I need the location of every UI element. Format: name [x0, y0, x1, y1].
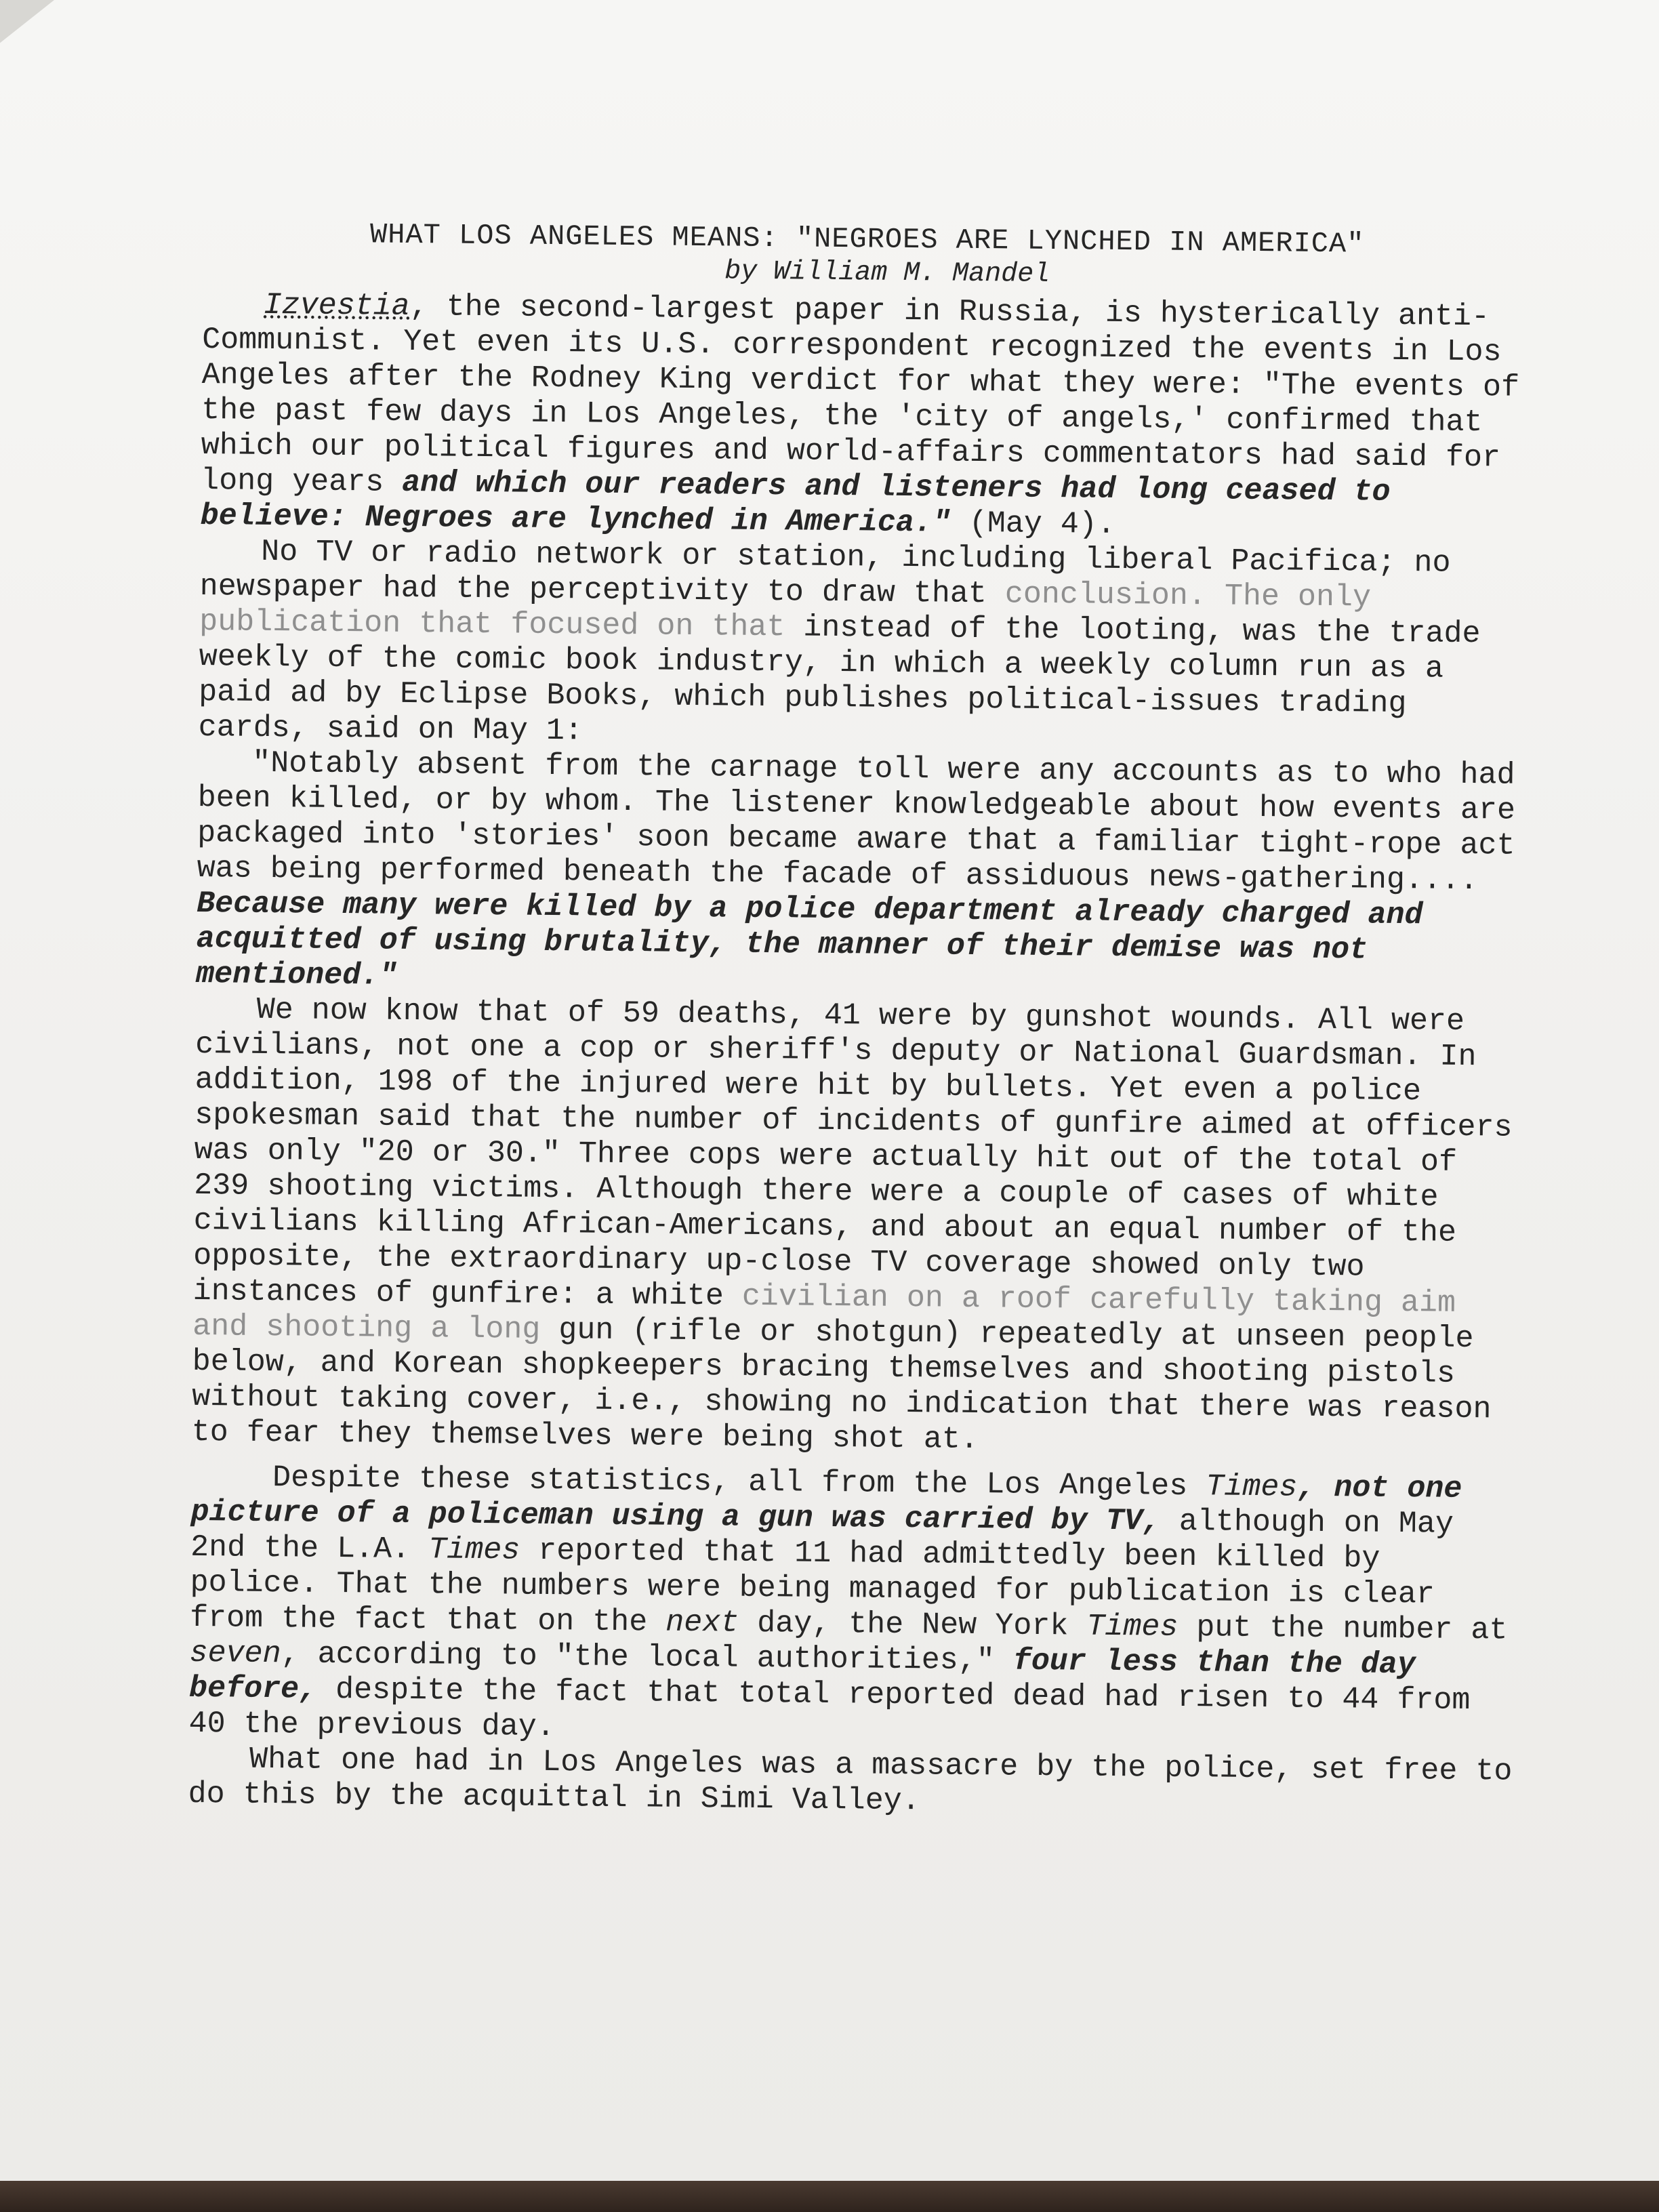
p4-text-a: We now know that of 59 deaths, 41 were by gunshot wounds. All were civilians, not one a cop or sheriff's deputy or National Guardsman. In addition, 198 of the injured were hit by bullets. Yet even a police spokesman said that the number of incidents of gunfire aimed at officers was only "20 or 30." Three cops were actually hit out of the total of 239 shooting victims. Although there were a couple of cases of white civilians killing African-Americans, and about an equal number of the opposite, the extraordinary up-close TV coverage showed only two instances of gunfire: a white [192, 992, 1513, 1314]
p5-times-3: Times [1086, 1609, 1179, 1645]
folded-corner [0, 0, 54, 64]
p2-faded-line: conclusion. The only publication that focused on that [199, 577, 1372, 645]
p5-text-a: Despite these statistics, all from the Los Angeles [272, 1460, 1206, 1504]
p5-text-f: put the number at [1178, 1610, 1508, 1648]
p5-emphasis-1: , not one picture of a policeman using a gun was carried by TV, [190, 1470, 1462, 1539]
p3-quote-emphasis: Because many were killed by a police department already charged and acquitted of using brutality, the manner of their demise was not mentioned." [196, 886, 1423, 994]
paragraph-6: What one had in Los Angeles was a massacre by the police, set free to do this by the acquittal in Simi Valley. [188, 1742, 1513, 1819]
p1-text-c: (May 4). [950, 506, 1116, 542]
paragraph-3-quote [196, 745, 1526, 1005]
p2-text-a: No TV or radio network or station, including liberal Pacifica; no newspaper had the perceptivity to draw that [199, 534, 1451, 612]
p5-seven: seven [189, 1635, 281, 1672]
p5-text-e: day, the New York [739, 1605, 1087, 1644]
paragraph-4 [192, 992, 1524, 1463]
p5-next: next [665, 1605, 739, 1641]
p5-text-d: reported that 11 had admittedly been killed by police. That the numbers were being managed for publication is clear from the fact that on the [189, 1533, 1435, 1640]
p5-text-g: , according to "the local authorities," [281, 1637, 1014, 1679]
p2-text-c: instead of the looting, was the trade weekly of the comic book industry, in which a weekly column run as a paid ad by Eclipse Books, which publishes political-issues trading cards, said on May 1: [198, 610, 1481, 749]
p5-text-i: despite the fact that total reported dead had risen to 44 from 40 the previous day. [188, 1672, 1471, 1745]
p4-faded-line: civilian on a roof carefully taking aim and shooting a long [192, 1279, 1456, 1347]
p1-text-a: , the second-largest paper in Russia, is hysterically anti-Communist. Yet even its U.S. correspondent recognized the events in Los Angeles after the Rodney King verdict for what they were: "The events of the past few days in Los Angeles, the 'city of angels,' confirmed that which our political figures and world-affairs commentators had said for long years [200, 289, 1520, 500]
p1-quote-emphasis: and which our readers and listeners had long ceased to believe: Negroes are lynched in America." [200, 465, 1391, 541]
paragraph-5 [188, 1460, 1519, 1755]
p4-text-c: gun (rifle or shotgun) repeatedly at unseen people below, and Korean shopkeepers bracing themselves and shooting pistols without taking cover, i.e., showing no indication that there was reason to fear they themselves were being shot at. [191, 1312, 1492, 1458]
paragraph-1 [200, 287, 1530, 547]
p3-text-a: "Notably absent from the carnage toll were any accounts as to who had been killed, or by whom. The listener knowledgeable about how events are packaged into 'stories' soon became aware that a familiar tight-rope act was being performed beneath the facade of assiduous news-gathering.... [197, 745, 1516, 899]
article-byline: by William M. Mandel [724, 256, 1050, 290]
article [188, 216, 1532, 1825]
article-title: WHAT LOS ANGELES MEANS: "NEGROES ARE LYNCHED IN AMERICA" [369, 218, 1365, 261]
paragraph-2 [198, 534, 1528, 758]
desk-surface [0, 2181, 1659, 2212]
izvestia-name: Izvestia [263, 287, 411, 324]
p5-text-c: although on May 2nd the L.A. [190, 1504, 1454, 1568]
p5-times-1: Times [1206, 1469, 1298, 1505]
p5-emphasis-2: four less than the day before, [188, 1643, 1416, 1707]
p5-times-2: Times [428, 1532, 520, 1568]
